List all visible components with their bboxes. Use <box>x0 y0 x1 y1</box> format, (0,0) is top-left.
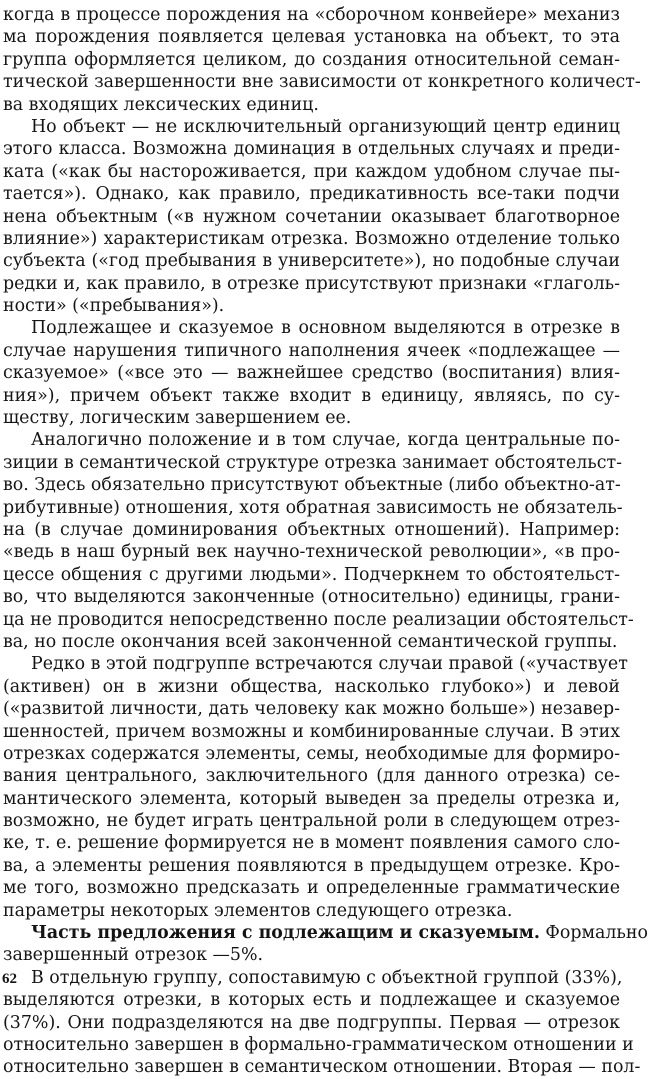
text-line: завершенный отрезок —5%. <box>3 945 264 966</box>
text-line: на (в случае доминирования объектных отношений). Например: <box>3 519 620 540</box>
text-line: возможно, не будет играть центральной роли в следующем отрез- <box>3 811 620 832</box>
body-text <box>3 4 648 1079</box>
text-line: тической завершенности вне зависимости от конкретного количест- <box>3 72 641 93</box>
text-line: сказуемое» («все это — важнейшее средство (воспитания) влия- <box>3 363 620 384</box>
text-line: цессе общения с другими людьми». Подчеркнем то обстоятельст- <box>3 564 620 585</box>
text-line: (37%). Они подразделяются на две подгруппы. Первая — отрезок <box>3 1012 620 1033</box>
text-line: вания центрального, заключительного (для данного отрезка) се- <box>3 766 620 787</box>
text-line: Аналогично положение и в том случае, когда центральные по- <box>31 430 620 451</box>
text-line: ва, а элементы решения появляются в предыдущем отрезке. Кро- <box>3 855 620 876</box>
text-line: параметры некоторых элементов следующего отрезка. <box>3 900 513 921</box>
text-line: ца не проводится непосредственно после реализации обстоятельст- <box>3 609 634 630</box>
text-line: ществу, логическим завершением ее. <box>3 408 352 429</box>
text-line: ва входящих лексических единиц. <box>3 94 319 115</box>
text-line: шенностей, причем возможны и комбинированные случаи. В этих <box>3 721 620 742</box>
text-line: ме того, возможно предсказать и определенные грамматические <box>3 878 620 899</box>
text-line: этого класса. Возможна доминация в отдельных случаях и преди- <box>3 139 620 160</box>
text-line: относительно завершен в семантическом отношении. Вторая — пол- <box>3 1057 641 1078</box>
text-line: ке, т. е. решение формируется не в момент появления самого сло- <box>3 833 620 854</box>
text-line: случае нарушения типичного наполнения ячеек «подлежащее — <box>3 340 620 361</box>
text-line: Редко в этой подгруппе встречаются случаи правой («участвует <box>31 654 628 675</box>
text-line: группа оформляется целиком, до создания относительной семан- <box>3 49 620 70</box>
text-line: ва, но после окончания всей законченной семантической группы. <box>3 631 618 652</box>
text-line: отрезках содержатся элементы, семы, необходимые для формиро- <box>3 743 620 764</box>
page-number: 62 <box>2 971 17 987</box>
text-line: когда в процессе порождения на «сборочном конвейере» механиз <box>3 5 620 25</box>
text-line: влияние») характеристикам отрезка. Возможно отделение только <box>3 228 620 249</box>
section-heading: Часть предложения с подлежащим и сказуемым. <box>31 923 540 944</box>
text-line: (активен) он в жизни общества, насколько глубоко») и левой <box>3 676 620 697</box>
text-line: ма порождения появляется целевая установка на объект, то эта <box>3 27 620 48</box>
text-line: рибутивные) отношения, хотя обратная зависимость не обязатель- <box>3 497 623 518</box>
text-line: В отдельную группу, сопоставимую с объектной группой (33%), <box>31 967 623 988</box>
text-line: зиции в семантической структуре отрезка занимает обстоятельст- <box>3 452 622 473</box>
text-line: выделяются отрезки, в которых есть и подлежащее и сказуемое <box>3 990 620 1011</box>
heading-continuation: Формально <box>545 923 648 944</box>
text-line: нена объектным («в нужном сочетании оказывает благотворное <box>3 206 620 227</box>
text-line: во. Здесь обязательно присутствуют объектные (либо объектно-ат- <box>3 475 621 496</box>
text-line: ния»), причем объект также входит в единицу, являясь, по су- <box>3 385 620 406</box>
section-heading-line <box>3 922 648 944</box>
text-line: во, что выделяются законченные (относительно) единицы, грани- <box>3 587 620 608</box>
text-line: тается»). Однако, как правило, предикативность все-таки подчи <box>3 184 620 205</box>
text-line: («развитой личности, дать человеку как можно больше») незавер- <box>3 699 620 720</box>
text-line: редки и, как правило, в отрезке присутствуют признаки «глаголь- <box>3 273 620 294</box>
text-line: Но объект — не исключительный организующий центр единиц <box>31 116 620 137</box>
text-line: относительно завершен в формально-грамматическом отношении и <box>3 1034 634 1055</box>
text-line: субъекта («год пребывания в университете»), но подобные случаи <box>3 251 620 272</box>
text-line: ности» («пребывания»). <box>3 296 225 317</box>
text-line: «ведь в наш бурный век научно-технической революции», «в про- <box>3 542 620 563</box>
text-line: Подлежащее и сказуемое в основном выделяются в отрезке в <box>31 318 620 339</box>
text-line: ката («как бы настороживается, при каждом удобном случае пы- <box>3 161 620 182</box>
text-line: мантического элемента, который выведен за пределы отрезка и, <box>3 788 620 809</box>
